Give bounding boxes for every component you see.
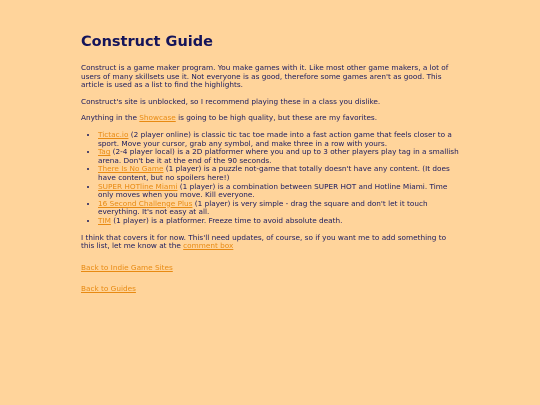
showcase-text-before: Anything in the <box>81 113 140 123</box>
game-description: (1 player) is a combination between SUPER HOT and Hotline Miami. Time only moves when you move. Kill everyone. <box>98 181 448 200</box>
showcase-link[interactable]: Showcase <box>139 113 176 123</box>
page-title: Construct Guide <box>81 34 213 50</box>
list-item <box>98 131 459 148</box>
page-content <box>81 34 459 302</box>
list-item <box>98 200 459 217</box>
game-link-superhotline-miami[interactable]: SUPER HOTline Miami <box>98 181 178 191</box>
list-item <box>98 217 459 226</box>
game-description: (2-4 player local) is a 2D platformer where you and up to 3 other players play tag in a smallish arena. Don't be it at the end of the 90 seconds. <box>98 147 459 165</box>
back-indie-paragraph <box>81 264 459 273</box>
game-link-tag[interactable]: Tag <box>98 147 111 157</box>
back-to-guides-link[interactable]: Back to Guides <box>81 284 136 294</box>
game-link-16-second-challenge[interactable]: 16 Second Challenge Plus <box>98 198 193 208</box>
back-guides-paragraph <box>81 285 459 294</box>
game-link-tim[interactable]: TIM <box>98 215 111 225</box>
outro-text: I think that covers it for now. This'll need updates, of course, so if you want me to add something to this list, let me know at the <box>81 232 447 251</box>
game-link-tictac[interactable]: Tictac.io <box>98 129 129 139</box>
game-description: (1 player) is a puzzle not-game that totally doesn't have any content. (It does have content, but no spoilers here!) <box>98 164 450 182</box>
games-list <box>81 131 459 226</box>
game-description: (1 player) is a platformer. Freeze time to avoid absolute death. <box>110 215 343 225</box>
showcase-text-after: is going to be high quality, but these are my favorites. <box>175 113 378 123</box>
intro-paragraph: Construct is a game maker program. You make games with it. Like most other game makers, a lot of users of many skillsets use it. Not everyone is as good, therefore some games aren't as good. This article is used as a list to find the highlights. <box>81 63 449 90</box>
game-link-there-is-no-game[interactable]: There Is No Game <box>98 164 164 174</box>
game-description: (2 player online) is classic tic tac toe made into a fast action game that feels closer to a sport. Move your cursor, grab any symbol, and make three in a row with yours. <box>98 129 452 148</box>
outro-paragraph <box>81 234 459 251</box>
back-to-indie-game-sites-link[interactable]: Back to Indie Game Sites <box>81 262 173 272</box>
comment-box-link[interactable]: comment box <box>183 241 234 251</box>
list-item <box>98 148 459 165</box>
unblocked-paragraph: Construct's site is unblocked, so I recommend playing these in a class you dislike. <box>81 96 381 106</box>
list-item <box>98 165 459 182</box>
list-item <box>98 183 459 200</box>
game-description: (1 player) is very simple - drag the square and don't let it touch everything. It's not easy at all. <box>98 198 428 217</box>
showcase-paragraph <box>81 114 459 123</box>
